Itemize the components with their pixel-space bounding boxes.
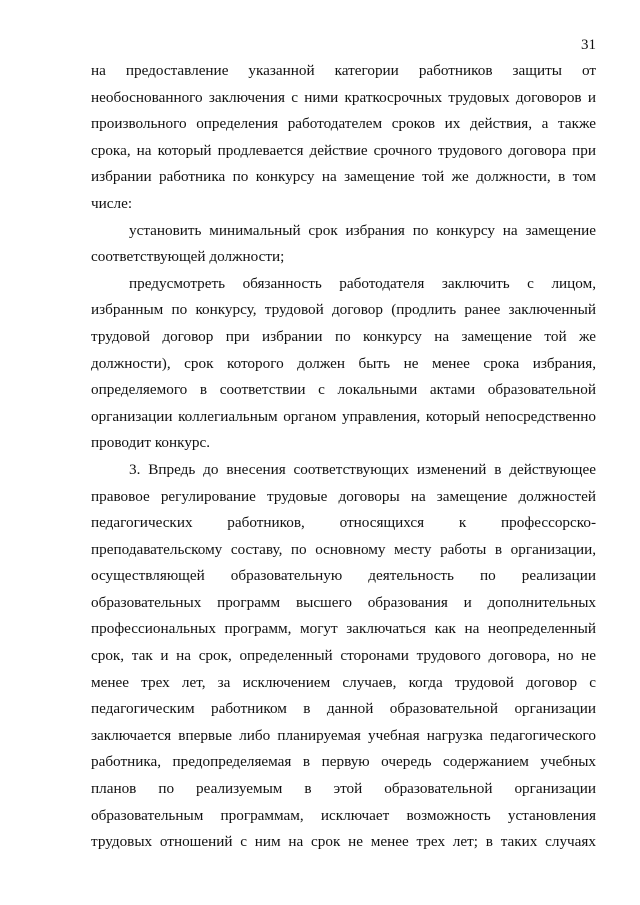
text-line: срок, так и на срок, определенный сторонами трудового договора, но не — [91, 647, 596, 665]
text-line: трудовых отношений с ним на срок не менее трех лет; в таких случаях — [91, 833, 596, 851]
text-line: педагогических работников, относящихся к профессорско- — [91, 514, 596, 532]
text-line: должности), срок которого должен быть не менее срока избрания, — [91, 354, 596, 372]
text-line: числе: — [91, 194, 133, 212]
text-line: планов по реализуемым в этой образовательной организации — [91, 780, 596, 798]
text-line: трудовой договор при избрании по конкурсу на замещение той же — [91, 327, 596, 345]
text-line: соответствующей должности; — [91, 248, 285, 266]
text-line: избранным по конкурсу, трудовой договор (продлить ранее заключенный — [91, 301, 596, 319]
text-line: правовое регулирование трудовые договоры на замещение должностей — [91, 487, 596, 505]
text-line: организации коллегиальным органом управления, который непосредственно — [91, 407, 596, 425]
text-line: заключается впервые либо планируемая учебная нагрузка педагогического — [91, 726, 596, 744]
text-line: менее трех лет, за исключением случаев, когда трудовой договор с — [91, 673, 596, 691]
text-line: срока, на который продлевается действие срочного трудового договора при — [91, 141, 596, 159]
text-line: необоснованного заключения с ними краткосрочных трудовых договоров и — [91, 88, 596, 106]
text-line: профессиональных программ, могут заключаться как на неопределенный — [91, 620, 596, 638]
text-line: проводит конкурс. — [91, 434, 211, 452]
text-line: на предоставление указанной категории работников защиты от — [91, 62, 596, 79]
text-line: 3. Впредь до внесения соответствующих изменений в действующее — [129, 460, 596, 478]
text-line: произвольного определения работодателем сроков их действия, а также — [91, 115, 596, 133]
text-line: осуществляющей образовательную деятельность по реализации — [91, 567, 596, 585]
text-line: установить минимальный срок избрания по конкурсу на замещение — [129, 221, 596, 239]
text-line: определяемого в соответствии с локальными актами образовательной — [91, 381, 596, 399]
page-number: 31 — [581, 37, 596, 53]
body-text — [91, 58, 596, 856]
text-line: предусмотреть обязанность работодателя заключить с лицом, — [129, 274, 596, 292]
text-line: образовательным программам, исключает возможность установления — [91, 806, 596, 824]
text-line: работника, предопределяемая в первую очередь содержанием учебных — [91, 753, 596, 771]
text-line: педагогическим работником в данной образовательной организации — [91, 700, 596, 718]
text-line: образовательных программ высшего образования и дополнительных — [91, 593, 596, 611]
text-line: избрании работника по конкурсу на замещение той же должности, в том — [91, 168, 596, 186]
text-line: преподавательскому составу, по основному месту работы в организации, — [91, 540, 596, 558]
